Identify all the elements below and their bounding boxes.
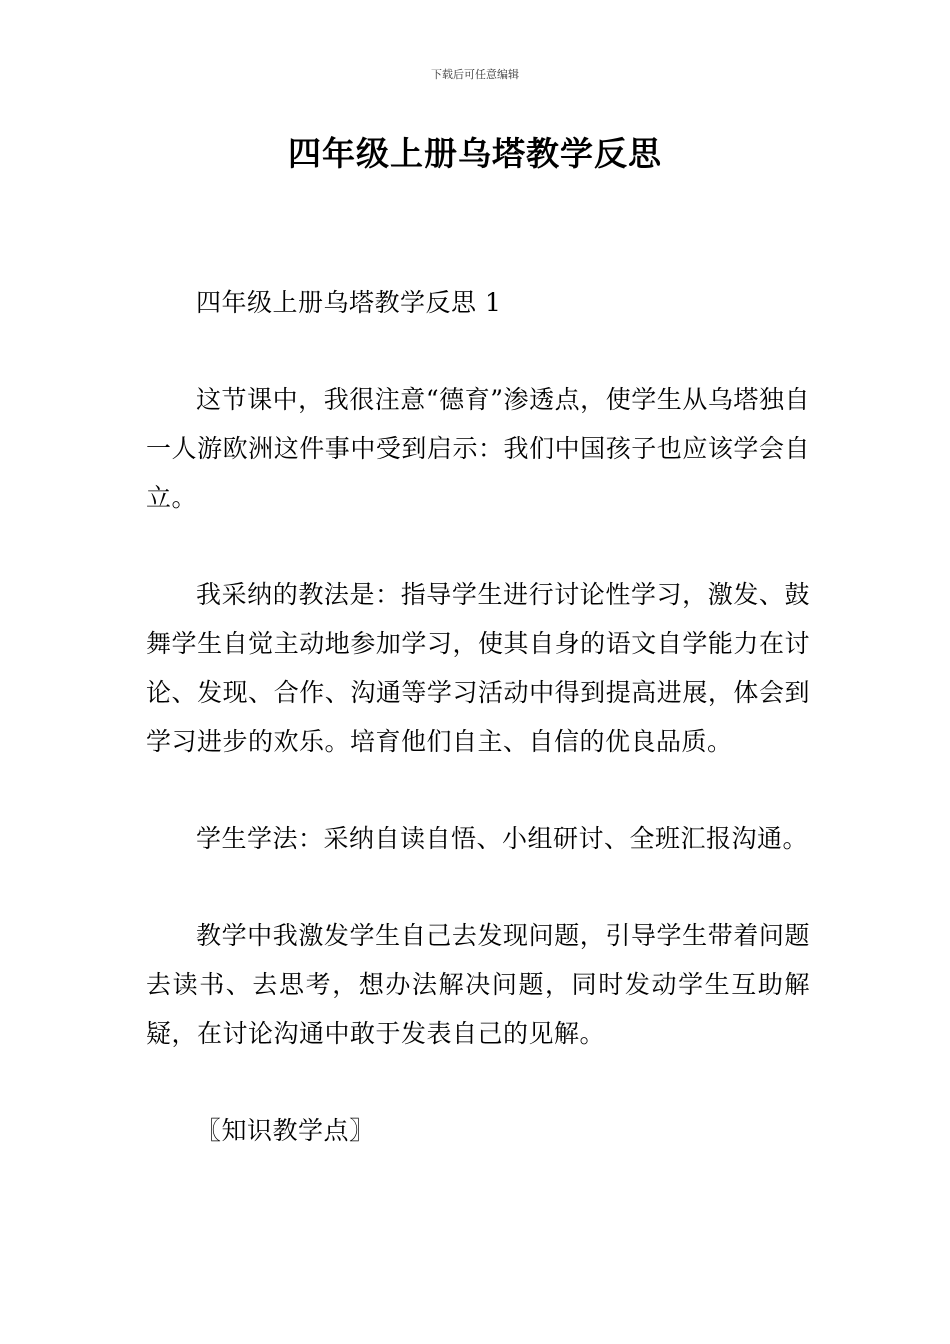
paragraph-problem-solving: 教学中我激发学生自己去发现问题，引导学生带着问题去读书、去思考，想办法解决问题，同时发动学生互助解疑，在讨论沟通中敢于发表自己的见解。 — [146, 921, 810, 1048]
document-title: 四年级上册乌塔教学反思 — [288, 134, 662, 173]
paragraph-moral-education: 这节课中，我很注意“德育”渗透点，使学生从乌塔独自一人游欧洲这件事中受到启示：我们中国孩子也应该学会自立。 — [146, 385, 810, 512]
document-body — [146, 278, 810, 1155]
header-note: 下载后可任意编辑 — [431, 68, 519, 81]
knowledge-point-heading: 〖知识教学点〗 — [196, 1116, 375, 1145]
section-heading: 四年级上册乌塔教学反思 1 — [196, 288, 502, 317]
paragraph-teaching-method: 我采纳的教法是：指导学生进行讨论性学习，激发、鼓舞学生自觉主动地参加学习，使其自身的语文自学能力在讨论、发现、合作、沟通等学习活动中得到提高进展，体会到学习进步的欢乐。培育他们自主、自信的优良品质。 — [146, 580, 810, 756]
paragraph-learning-method: 学生学法：采纳自读自悟、小组研讨、全班汇报沟通。 — [196, 824, 809, 853]
